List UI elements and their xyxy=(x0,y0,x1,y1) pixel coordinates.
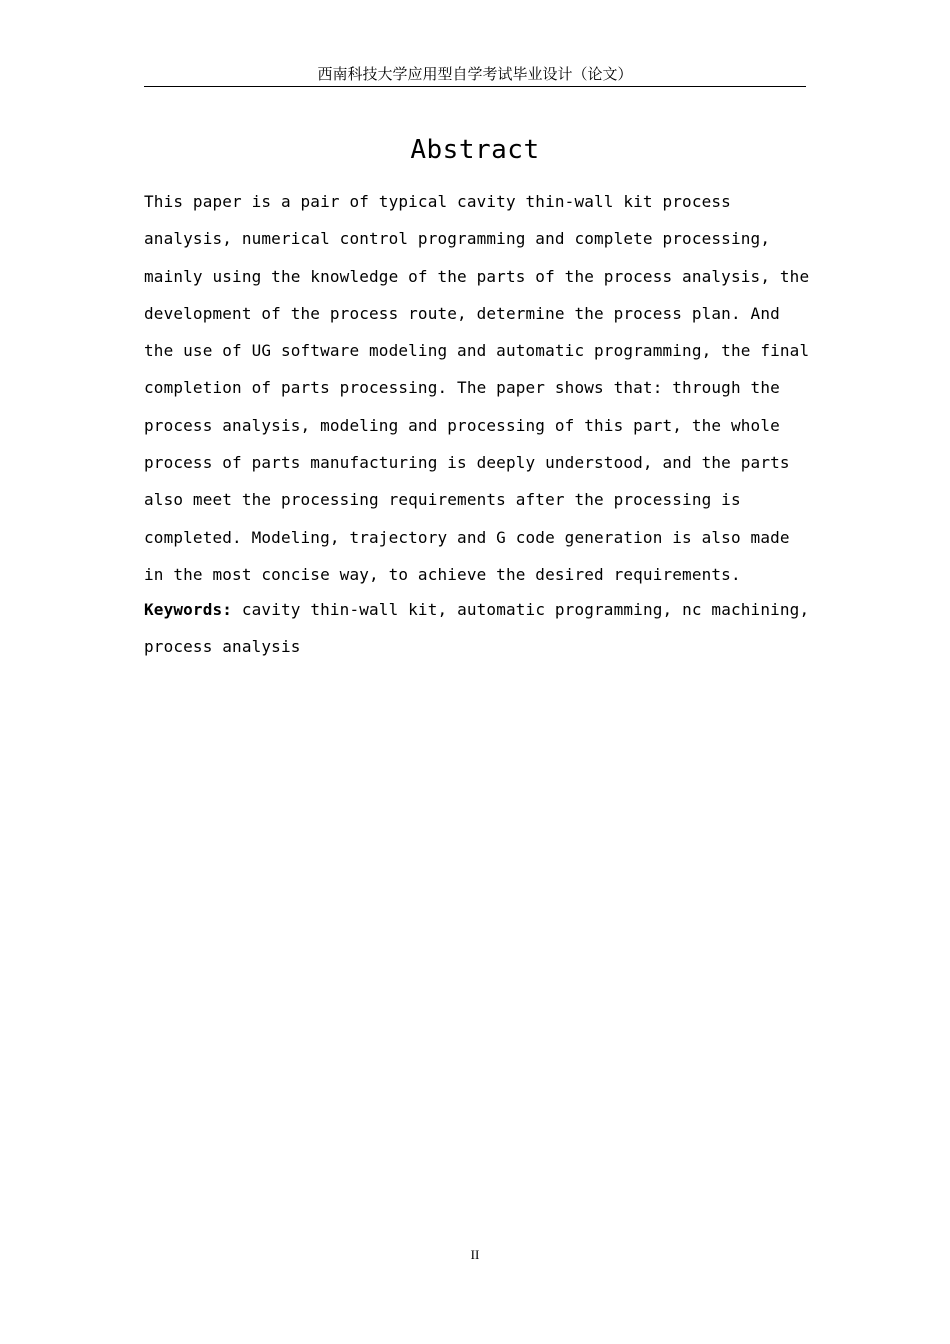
keywords-text: cavity thin-wall kit, automatic programming, nc machining, process analysis xyxy=(144,600,810,657)
abstract-title: Abstract xyxy=(410,135,540,165)
page-number: II xyxy=(470,1247,480,1262)
running-header: 西南科技大学应用型自学考试毕业设计（论文） xyxy=(317,65,633,83)
abstract-body: This paper is a pair of typical cavity thin-wall kit process analysis, numerical control programming and complete processing, mainly using the knowledge of the parts of the process analysis, the development of the process route, determine the process plan. And the use of UG software modeling and automatic programming, the final completion of parts processing. The paper shows that: through the process analysis, modeling and processing of this part, the whole process of parts manufacturing is deeply understood, and the parts also meet the processing requirements after the processing is completed. Modeling, trajectory and G code generation is also made in the most concise way, to achieve the desired requirements. xyxy=(144,192,810,584)
keywords-label: Keywords: xyxy=(144,600,233,619)
keywords-paragraph xyxy=(144,591,812,666)
header-divider xyxy=(144,86,806,87)
